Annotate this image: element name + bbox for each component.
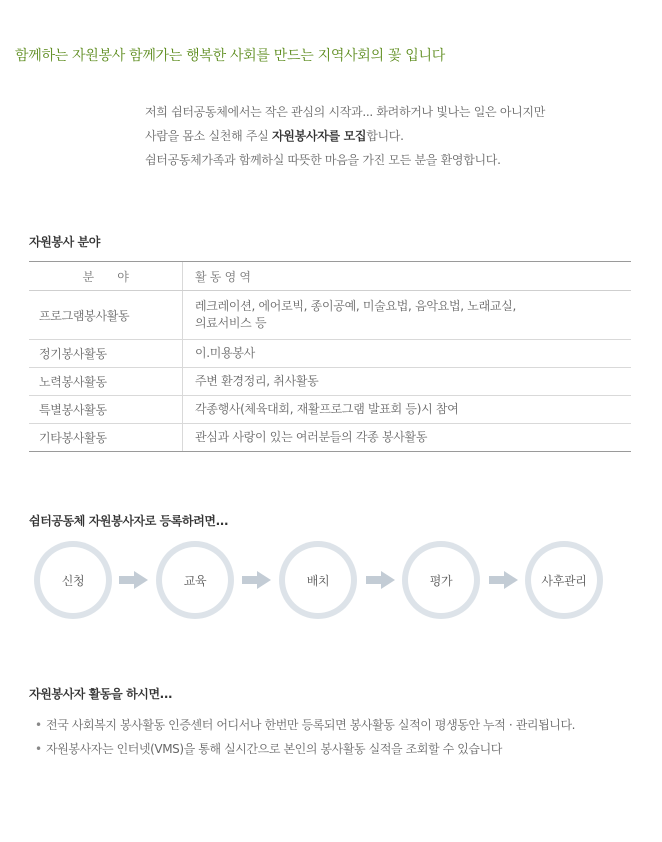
list-item-text: 전국 사회복지 봉사활동 인증센터 어디서나 한번만 등록되면 봉사활동 실적이 평생동안 누적 · 관리됩니다. (46, 718, 576, 732)
bullet-icon: • (35, 718, 42, 732)
table-row (29, 424, 631, 452)
step-label: 배치 (285, 547, 351, 613)
activity-cell: 관심과 사랑이 있는 여러분들의 각종 봉사활동 (183, 424, 632, 452)
activity-cell: 이.미용봉사 (183, 340, 632, 368)
arrow-right-icon (366, 570, 396, 590)
header-field: 분 야 (29, 262, 183, 291)
step-circle (34, 541, 112, 619)
register-section-title: 쉼터공동체 자원봉사자로 등록하려면... (29, 514, 229, 528)
bullet-icon: • (35, 742, 42, 756)
field-cell: 노력봉사활동 (29, 368, 183, 396)
arrow-right-icon (119, 570, 149, 590)
table-row (29, 396, 631, 424)
header-activity: 활 동 영 역 (183, 262, 632, 291)
field-cell: 특별봉사활동 (29, 396, 183, 424)
field-cell: 정기봉사활동 (29, 340, 183, 368)
step-label: 교육 (162, 547, 228, 613)
benefits-section-title: 자원봉사자 활동을 하시면... (29, 687, 173, 701)
step-label: 사후관리 (531, 547, 597, 613)
intro-text (145, 100, 545, 172)
intro-line-2-emphasis: 자원봉사자를 모집 (271, 129, 367, 143)
step-label: 평가 (408, 547, 474, 613)
list-item-text: 자원봉사자는 인터넷(VMS)을 통해 실시간으로 본인의 봉사활동 실적을 조회할 수 있습니다 (46, 742, 502, 756)
list-item (35, 739, 575, 763)
step-label: 신청 (40, 547, 106, 613)
list-item (35, 715, 575, 739)
intro-line-2-after: 합니다. (366, 129, 404, 143)
step-circle (525, 541, 603, 619)
field-cell: 프로그램봉사활동 (29, 291, 183, 340)
intro-line-2-before: 사람을 몸소 실천해 주실 (145, 129, 272, 143)
benefits-list (35, 715, 575, 763)
table-row (29, 368, 631, 396)
table-header-row (29, 262, 631, 291)
table-row (29, 291, 631, 340)
activity-line: 의료서비스 등 (195, 316, 267, 330)
field-cell: 기타봉사활동 (29, 424, 183, 452)
activity-cell: 각종행사(체육대회, 재활프로그램 발표회 등)시 참여 (183, 396, 632, 424)
volunteer-fields-table (29, 261, 631, 452)
intro-line-2 (145, 124, 545, 148)
activity-cell: 주변 환경정리, 취사활동 (183, 368, 632, 396)
intro-line-3: 쉼터공동체가족과 함께하실 따뜻한 마음을 가진 모든 분을 환영합니다. (145, 153, 501, 167)
arrow-right-icon (489, 570, 519, 590)
fields-section-title: 자원봉사 분야 (29, 235, 100, 249)
step-circle (279, 541, 357, 619)
activity-line: 레크레이션, 에어로빅, 종이공예, 미술요법, 음악요법, 노래교실, (195, 299, 516, 313)
arrow-right-icon (242, 570, 272, 590)
page-headline: 함께하는 자원봉사 함께가는 행복한 사회를 만드는 지역사회의 꽃 입니다 (15, 48, 445, 64)
step-circle (156, 541, 234, 619)
intro-line-1: 저희 쉼터공동체에서는 작은 관심의 시작과... 화려하거나 빛나는 일은 아니지만 (145, 105, 546, 119)
activity-cell (183, 291, 632, 340)
table-row (29, 340, 631, 368)
step-circle (402, 541, 480, 619)
